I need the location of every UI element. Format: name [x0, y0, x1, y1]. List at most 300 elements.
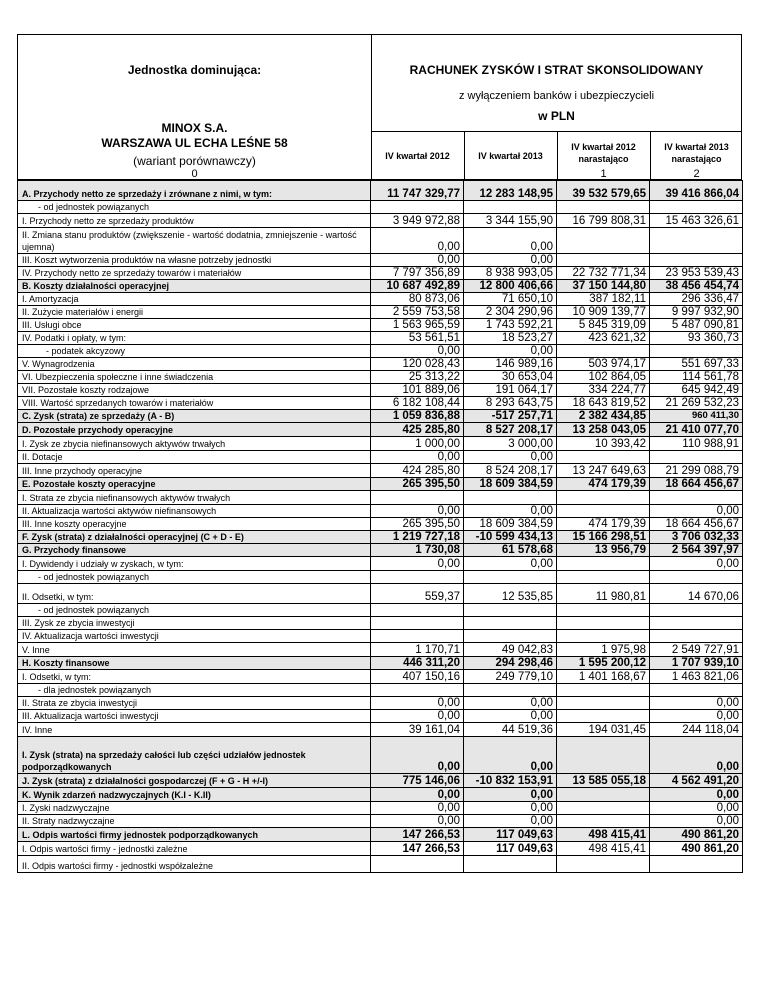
- row-value-col-2: [464, 617, 557, 630]
- row-value-col-3: 18 643 819,52: [557, 397, 650, 410]
- row-label: I. Zysk ze zbycia niefinansowych aktywów trwałych: [18, 437, 371, 451]
- row-value-col-1: 147 266,53: [371, 828, 464, 842]
- row-value-col-4: 21 410 077,70: [650, 423, 743, 437]
- statement-row: [18, 384, 743, 397]
- row-value-col-2: 0,00: [464, 815, 557, 828]
- row-value-col-2: 8 293 643,75: [464, 397, 557, 410]
- col-num-2: 2: [693, 168, 700, 180]
- row-label: H. Koszty finansowe: [18, 657, 371, 670]
- row-label: I. Zysk (strata) na sprzedaży całości lub części udziałów jednostek podporządkowanych: [18, 737, 371, 774]
- row-label: II. Odpis wartości firmy - jednostki współzależne: [18, 856, 371, 873]
- row-value-col-3: 11 980,81: [557, 584, 650, 604]
- row-value-col-1: 775 146,06: [371, 774, 464, 788]
- row-value-col-2: 49 042,83: [464, 643, 557, 657]
- row-value-col-2: 3 344 155,90: [464, 214, 557, 228]
- row-value-col-4: 551 697,33: [650, 358, 743, 371]
- statement-row: [18, 478, 743, 491]
- row-value-col-2: 0,00: [464, 557, 557, 571]
- row-value-col-3: 22 732 771,34: [557, 267, 650, 280]
- statement-row: [18, 181, 743, 201]
- row-label: - od jednostek powiązanych: [18, 201, 371, 214]
- row-value-col-2: 191 064,17: [464, 384, 557, 397]
- variant-col-num: 0: [191, 168, 198, 180]
- row-value-col-2: 12 283 148,95: [464, 181, 557, 201]
- statement-row: [18, 451, 743, 464]
- row-value-col-2: 0,00: [464, 228, 557, 254]
- statement-row: [18, 397, 743, 410]
- row-value-col-3: [557, 451, 650, 464]
- row-label: V. Inne: [18, 643, 371, 657]
- variant-label: (wariant porównawczy): [133, 154, 256, 168]
- statement-row: [18, 491, 743, 505]
- row-value-col-1: [371, 684, 464, 697]
- row-value-col-1: 25 313,22: [371, 371, 464, 384]
- statement-row: [18, 306, 743, 319]
- row-label: V. Wynagrodzenia: [18, 358, 371, 371]
- row-label: II. Straty nadzwyczajne: [18, 815, 371, 828]
- row-value-col-4: [650, 684, 743, 697]
- row-value-col-3: 13 258 043,05: [557, 423, 650, 437]
- row-label: - od jednostek powiązanych: [18, 571, 371, 584]
- row-value-col-2: 30 653,04: [464, 371, 557, 384]
- row-value-col-4: [650, 617, 743, 630]
- row-value-col-4: [650, 254, 743, 267]
- row-value-col-2: [464, 684, 557, 697]
- row-value-col-4: 110 988,91: [650, 437, 743, 451]
- row-label: II. Odsetki, w tym:: [18, 584, 371, 604]
- row-value-col-3: [557, 228, 650, 254]
- row-value-col-4: 2 549 727,91: [650, 643, 743, 657]
- row-label: III. Inne koszty operacyjne: [18, 518, 371, 531]
- row-value-col-4: 3 706 032,33: [650, 531, 743, 544]
- row-value-col-4: 9 997 932,90: [650, 306, 743, 319]
- row-value-col-4: [650, 451, 743, 464]
- statement-row: [18, 423, 743, 437]
- statement-row: [18, 630, 743, 643]
- row-value-col-3: 1 595 200,12: [557, 657, 650, 670]
- row-value-col-1: 11 747 329,77: [371, 181, 464, 201]
- statement-row: [18, 505, 743, 518]
- row-value-col-3: 13 956,79: [557, 544, 650, 557]
- row-label: I. Amortyzacja: [18, 293, 371, 306]
- row-label: C. Zysk (strata) ze sprzedaży (A - B): [18, 410, 371, 423]
- row-value-col-3: 498 415,41: [557, 828, 650, 842]
- row-value-col-1: 80 873,06: [371, 293, 464, 306]
- statement-row: [18, 723, 743, 737]
- row-value-col-1: 39 161,04: [371, 723, 464, 737]
- row-value-col-4: 0,00: [650, 505, 743, 518]
- row-value-col-3: 13 247 649,63: [557, 464, 650, 478]
- row-value-col-4: [650, 201, 743, 214]
- statement-row: [18, 371, 743, 384]
- row-value-col-3: 387 182,11: [557, 293, 650, 306]
- row-value-col-3: 2 382 434,85: [557, 410, 650, 423]
- row-value-col-1: 3 949 972,88: [371, 214, 464, 228]
- statement-row: [18, 544, 743, 557]
- statement-row: [18, 842, 743, 856]
- row-value-col-2: 117 049,63: [464, 842, 557, 856]
- report-title: RACHUNEK ZYSKÓW I STRAT SKONSOLIDOWANY: [409, 63, 704, 77]
- statement-row: [18, 518, 743, 531]
- statement-row: [18, 410, 743, 423]
- statement-row: [18, 684, 743, 697]
- statement-row: [18, 737, 743, 774]
- unit-left-label: Jednostka dominująca:: [127, 63, 262, 77]
- row-value-col-3: [557, 815, 650, 828]
- statement-row: [18, 332, 743, 345]
- row-value-col-2: -10 832 153,91: [464, 774, 557, 788]
- row-value-col-3: 10 909 139,77: [557, 306, 650, 319]
- statement-row: [18, 697, 743, 710]
- statement-row: [18, 293, 743, 306]
- row-value-col-1: 0,00: [371, 228, 464, 254]
- statement-row: [18, 228, 743, 254]
- company-address: WARSZAWA UL ECHA LEŚNE 58: [101, 136, 288, 150]
- row-value-col-3: [557, 491, 650, 505]
- row-value-col-4: 0,00: [650, 802, 743, 815]
- statement-row: [18, 214, 743, 228]
- row-value-col-3: [557, 630, 650, 643]
- row-value-col-1: 0,00: [371, 451, 464, 464]
- row-value-col-4: 0,00: [650, 710, 743, 723]
- row-value-col-1: 0,00: [371, 710, 464, 723]
- row-value-col-2: 0,00: [464, 697, 557, 710]
- row-value-col-4: 18 664 456,67: [650, 518, 743, 531]
- row-value-col-4: 4 562 491,20: [650, 774, 743, 788]
- row-value-col-2: 0,00: [464, 505, 557, 518]
- row-value-col-1: 120 028,43: [371, 358, 464, 371]
- col-header-q4-2012-cumulative: IV kwartał 2012 narastająco: [571, 142, 636, 164]
- row-label: II. Strata ze zbycia inwestycji: [18, 697, 371, 710]
- row-value-col-3: [557, 697, 650, 710]
- row-value-col-4: 21 269 532,23: [650, 397, 743, 410]
- row-value-col-3: [557, 788, 650, 802]
- row-value-col-1: 559,37: [371, 584, 464, 604]
- row-value-col-3: 39 532 579,65: [557, 181, 650, 201]
- row-value-col-2: 0,00: [464, 802, 557, 815]
- row-value-col-3: 474 179,39: [557, 478, 650, 491]
- row-value-col-3: 423 621,32: [557, 332, 650, 345]
- row-value-col-3: [557, 684, 650, 697]
- row-value-col-1: 0,00: [371, 737, 464, 774]
- row-value-col-3: [557, 710, 650, 723]
- row-value-col-2: 8 527 208,17: [464, 423, 557, 437]
- row-value-col-3: [557, 737, 650, 774]
- row-value-col-4: [650, 604, 743, 617]
- row-label: III. Usługi obce: [18, 319, 371, 332]
- row-value-col-1: 265 395,50: [371, 518, 464, 531]
- row-value-col-1: 53 561,51: [371, 332, 464, 345]
- statement-row: [18, 464, 743, 478]
- row-value-col-3: 1 975,98: [557, 643, 650, 657]
- row-value-col-1: 1 563 965,59: [371, 319, 464, 332]
- row-label: F. Zysk (strata) z działalności operacyjnej (C + D - E): [18, 531, 371, 544]
- row-value-col-4: 490 861,20: [650, 828, 743, 842]
- row-value-col-1: 0,00: [371, 557, 464, 571]
- row-label: - podatek akcyzowy: [18, 345, 371, 358]
- row-value-col-2: 3 000,00: [464, 437, 557, 451]
- row-value-col-3: 334 224,77: [557, 384, 650, 397]
- row-value-col-4: [650, 228, 743, 254]
- row-value-col-4: [650, 856, 743, 873]
- row-label: L. Odpis wartości firmy jednostek podporządkowanych: [18, 828, 371, 842]
- row-label: J. Zysk (strata) z działalności gospodarczej (F + G - H +/-I): [18, 774, 371, 788]
- row-value-col-2: 8 938 993,05: [464, 267, 557, 280]
- row-value-col-4: 490 861,20: [650, 842, 743, 856]
- row-label: - od jednostek powiązanych: [18, 604, 371, 617]
- row-value-col-3: [557, 604, 650, 617]
- row-value-col-2: 18 609 384,59: [464, 478, 557, 491]
- statement-row: [18, 345, 743, 358]
- statement-row: [18, 710, 743, 723]
- row-value-col-1: 0,00: [371, 802, 464, 815]
- statement-row: [18, 571, 743, 584]
- row-value-col-3: 1 401 168,67: [557, 670, 650, 684]
- statement-row: [18, 617, 743, 630]
- row-label: IV. Inne: [18, 723, 371, 737]
- row-value-col-4: 645 942,49: [650, 384, 743, 397]
- row-value-col-2: [464, 201, 557, 214]
- row-value-col-4: 0,00: [650, 737, 743, 774]
- row-label: I. Odsetki, w tym:: [18, 670, 371, 684]
- row-value-col-2: 0,00: [464, 737, 557, 774]
- statement-row: [18, 604, 743, 617]
- row-value-col-2: 0,00: [464, 788, 557, 802]
- row-label: III. Koszt wytworzenia produktów na własne potrzeby jednostki: [18, 254, 371, 267]
- row-value-col-2: 12 535,85: [464, 584, 557, 604]
- row-value-col-3: 5 845 319,09: [557, 319, 650, 332]
- row-label: IV. Aktualizacja wartości inwestycji: [18, 630, 371, 643]
- report-subtitle: z wyłączeniem banków i ubezpieczycieli: [458, 90, 655, 102]
- statement-row: [18, 267, 743, 280]
- row-value-col-4: 296 336,47: [650, 293, 743, 306]
- statement-row: [18, 828, 743, 842]
- statement-row: [18, 254, 743, 267]
- row-value-col-1: 101 889,06: [371, 384, 464, 397]
- row-label: K. Wynik zdarzeń nadzwyczajnych (K.I - K.II): [18, 788, 371, 802]
- row-value-col-2: [464, 604, 557, 617]
- row-value-col-1: 1 219 727,18: [371, 531, 464, 544]
- row-value-col-4: 93 360,73: [650, 332, 743, 345]
- row-value-col-1: 0,00: [371, 254, 464, 267]
- row-value-col-4: 18 664 456,67: [650, 478, 743, 491]
- row-value-col-1: 1 000,00: [371, 437, 464, 451]
- row-value-col-4: 2 564 397,97: [650, 544, 743, 557]
- income-statement-sheet: [17, 34, 742, 970]
- row-value-col-2: 18 609 384,59: [464, 518, 557, 531]
- row-value-col-2: 8 524 208,17: [464, 464, 557, 478]
- row-label: B. Koszty działalności operacyjnej: [18, 280, 371, 293]
- row-value-col-3: 13 585 055,18: [557, 774, 650, 788]
- currency-label: w PLN: [538, 109, 575, 123]
- row-value-col-2: 2 304 290,96: [464, 306, 557, 319]
- row-value-col-4: 23 953 539,43: [650, 267, 743, 280]
- row-label: I. Dywidendy i udziały w zyskach, w tym:: [18, 557, 371, 571]
- report-header: [17, 34, 742, 180]
- col-header-q4-2013: IV kwartał 2013: [478, 151, 543, 161]
- row-value-col-3: [557, 505, 650, 518]
- row-value-col-3: 102 864,05: [557, 371, 650, 384]
- row-value-col-1: 0,00: [371, 505, 464, 518]
- row-value-col-1: 407 150,16: [371, 670, 464, 684]
- statement-row: [18, 856, 743, 873]
- row-value-col-1: [371, 604, 464, 617]
- row-label: III. Aktualizacja wartości inwestycji: [18, 710, 371, 723]
- row-value-col-2: 0,00: [464, 345, 557, 358]
- row-value-col-4: 39 416 866,04: [650, 181, 743, 201]
- row-value-col-1: [371, 630, 464, 643]
- row-value-col-2: -517 257,71: [464, 410, 557, 423]
- row-value-col-1: [371, 201, 464, 214]
- row-value-col-1: 0,00: [371, 345, 464, 358]
- row-value-col-2: 146 989,16: [464, 358, 557, 371]
- row-value-col-1: 147 266,53: [371, 842, 464, 856]
- row-value-col-4: 38 456 454,74: [650, 280, 743, 293]
- statement-row: [18, 531, 743, 544]
- row-value-col-2: [464, 491, 557, 505]
- statement-row: [18, 802, 743, 815]
- row-value-col-3: 498 415,41: [557, 842, 650, 856]
- statement-row: [18, 319, 743, 332]
- row-value-col-1: [371, 617, 464, 630]
- row-label: II. Zmiana stanu produktów (zwiększenie - wartość dodatnia, zmniejszenie - wartość ujemna): [18, 228, 371, 254]
- row-value-col-1: 6 182 108,44: [371, 397, 464, 410]
- row-value-col-4: [650, 491, 743, 505]
- row-value-col-3: 474 179,39: [557, 518, 650, 531]
- statement-row: [18, 774, 743, 788]
- row-value-col-2: 0,00: [464, 710, 557, 723]
- statement-row: [18, 657, 743, 670]
- row-value-col-2: 18 523,27: [464, 332, 557, 345]
- row-label: IV. Przychody netto ze sprzedaży towarów i materiałów: [18, 267, 371, 280]
- row-value-col-4: [650, 571, 743, 584]
- statement-row: [18, 280, 743, 293]
- row-value-col-3: [557, 254, 650, 267]
- row-value-col-1: 10 687 492,89: [371, 280, 464, 293]
- row-value-col-4: 244 118,04: [650, 723, 743, 737]
- row-value-col-1: [371, 491, 464, 505]
- row-value-col-4: 114 561,78: [650, 371, 743, 384]
- col-header-q4-2013-cumulative: IV kwartał 2013 narastająco: [664, 142, 729, 164]
- row-label: II. Aktualizacja wartości aktywów niefinansowych: [18, 505, 371, 518]
- row-value-col-1: 7 797 356,89: [371, 267, 464, 280]
- row-value-col-4: 0,00: [650, 815, 743, 828]
- row-value-col-3: 16 799 808,31: [557, 214, 650, 228]
- company-name: MINOX S.A.: [161, 121, 228, 135]
- col-header-q4-2012: IV kwartał 2012: [385, 151, 450, 161]
- row-value-col-4: 960 411,30: [650, 410, 743, 423]
- row-value-col-3: 10 393,42: [557, 437, 650, 451]
- row-value-col-4: 0,00: [650, 788, 743, 802]
- statement-row: [18, 358, 743, 371]
- row-value-col-4: 5 487 090,81: [650, 319, 743, 332]
- row-value-col-3: 194 031,45: [557, 723, 650, 737]
- row-value-col-3: [557, 856, 650, 873]
- row-label: I. Strata ze zbycia niefinansowych aktywów trwałych: [18, 491, 371, 505]
- row-value-col-1: 1 059 836,88: [371, 410, 464, 423]
- row-value-col-4: 15 463 326,61: [650, 214, 743, 228]
- row-label: I. Przychody netto ze sprzedaży produktów: [18, 214, 371, 228]
- row-value-col-2: 71 650,10: [464, 293, 557, 306]
- row-value-col-3: 503 974,17: [557, 358, 650, 371]
- row-value-col-1: 0,00: [371, 788, 464, 802]
- row-label: III. Zysk ze zbycia inwestycji: [18, 617, 371, 630]
- row-label: G. Przychody finansowe: [18, 544, 371, 557]
- row-label: VI. Ubezpieczenia społeczne i inne świadczenia: [18, 371, 371, 384]
- row-value-col-4: [650, 345, 743, 358]
- statement-row: [18, 788, 743, 802]
- row-value-col-3: [557, 802, 650, 815]
- row-value-col-2: [464, 630, 557, 643]
- row-value-col-1: 425 285,80: [371, 423, 464, 437]
- row-value-col-4: 21 299 088,79: [650, 464, 743, 478]
- income-statement-table: [17, 180, 743, 873]
- row-label: II. Zużycie materiałów i energii: [18, 306, 371, 319]
- row-label: E. Pozostałe koszty operacyjne: [18, 478, 371, 491]
- row-label: I. Odpis wartości firmy - jednostki zależne: [18, 842, 371, 856]
- row-value-col-3: 37 150 144,80: [557, 280, 650, 293]
- row-label: A. Przychody netto ze sprzedaży i zrównane z nimi, w tym:: [18, 181, 371, 201]
- row-label: D. Pozostałe przychody operacyjne: [18, 423, 371, 437]
- row-value-col-2: -10 599 434,13: [464, 531, 557, 544]
- row-value-col-4: 0,00: [650, 557, 743, 571]
- row-value-col-1: 1 170,71: [371, 643, 464, 657]
- row-label: - dla jednostek powiązanych: [18, 684, 371, 697]
- statement-row: [18, 670, 743, 684]
- row-value-col-3: [557, 201, 650, 214]
- statement-row: [18, 815, 743, 828]
- row-value-col-3: [557, 345, 650, 358]
- row-value-col-1: [371, 856, 464, 873]
- row-value-col-1: 424 285,80: [371, 464, 464, 478]
- row-label: VIII. Wartość sprzedanych towarów i materiałów: [18, 397, 371, 410]
- row-value-col-2: 12 800 406,66: [464, 280, 557, 293]
- row-value-col-2: 294 298,46: [464, 657, 557, 670]
- row-label: IV. Podatki i opłaty, w tym:: [18, 332, 371, 345]
- statement-row: [18, 437, 743, 451]
- statement-row: [18, 584, 743, 604]
- row-label: I. Zyski nadzwyczajne: [18, 802, 371, 815]
- row-value-col-2: [464, 856, 557, 873]
- row-value-col-2: 0,00: [464, 451, 557, 464]
- row-value-col-3: [557, 557, 650, 571]
- row-value-col-4: 14 670,06: [650, 584, 743, 604]
- statement-row: [18, 557, 743, 571]
- row-value-col-3: [557, 617, 650, 630]
- row-value-col-2: 44 519,36: [464, 723, 557, 737]
- statement-row: [18, 643, 743, 657]
- row-value-col-4: [650, 630, 743, 643]
- row-value-col-4: 0,00: [650, 697, 743, 710]
- row-value-col-1: 1 730,08: [371, 544, 464, 557]
- row-value-col-3: 15 166 298,51: [557, 531, 650, 544]
- row-value-col-2: 1 743 592,21: [464, 319, 557, 332]
- row-value-col-2: 117 049,63: [464, 828, 557, 842]
- row-value-col-2: 0,00: [464, 254, 557, 267]
- statement-row: [18, 201, 743, 214]
- row-value-col-1: 265 395,50: [371, 478, 464, 491]
- row-value-col-4: 1 707 939,10: [650, 657, 743, 670]
- row-value-col-1: 446 311,20: [371, 657, 464, 670]
- row-value-col-3: [557, 571, 650, 584]
- row-label: III. Inne przychody operacyjne: [18, 464, 371, 478]
- row-value-col-4: 1 463 821,06: [650, 670, 743, 684]
- row-value-col-2: [464, 571, 557, 584]
- row-value-col-1: 0,00: [371, 697, 464, 710]
- row-label: II. Dotacje: [18, 451, 371, 464]
- row-value-col-1: 0,00: [371, 815, 464, 828]
- col-num-1: 1: [600, 168, 607, 180]
